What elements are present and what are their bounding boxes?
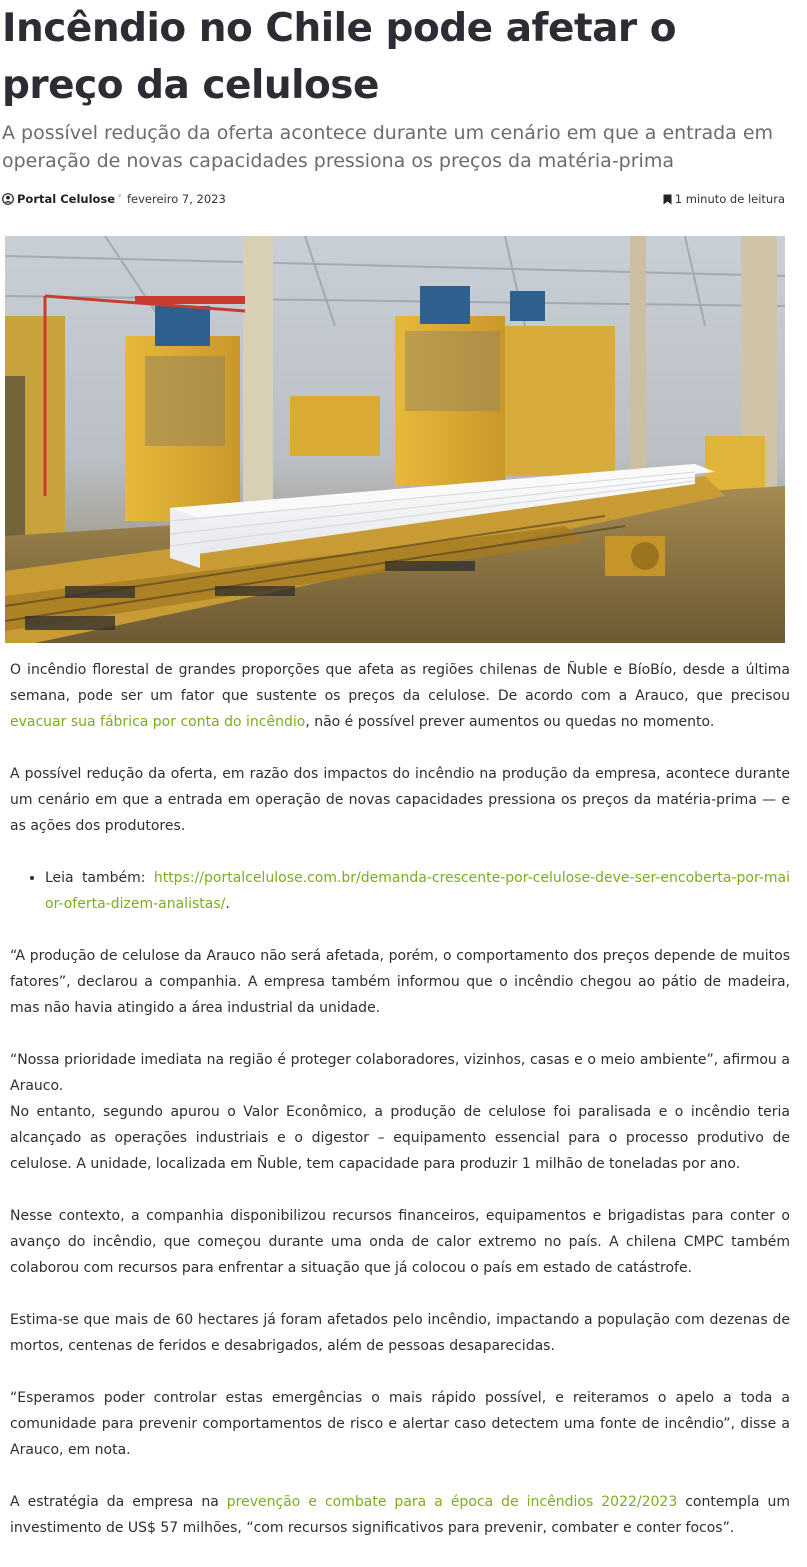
author-name: Portal Celulose	[17, 192, 116, 206]
paragraph-9-text-end: contempla um investimento de US$ 57 milhões, “com recursos significativos para prevenir, combater e conter focos”.	[10, 1494, 790, 1536]
meta-separator: •	[117, 192, 123, 202]
prevention-link[interactable]: prevenção e combate para a época de incêndios 2022/2023	[226, 1494, 678, 1510]
also-read-period: .	[225, 896, 230, 912]
paragraph-9-text: A estratégia da empresa na	[10, 1494, 227, 1510]
publish-date: fevereiro 7, 2023	[127, 192, 226, 206]
paragraph-5: No entanto, segundo apurou o Valor Econômico, a produção de celulose foi paralisada e o incêndio teria alcançado as operações industriais e o digestor – equipamento essencial para o processo produtivo de celulose. A unidade, localizada em Ñuble, tem capacidade para produzir 1 milhão de toneladas por ano.	[10, 1104, 790, 1172]
paragraph-3: “A produção de celulose da Arauco não será afetada, porém, o comportamento dos preços depende de muitos fatores”, declarou a companhia. A empresa também informou que o incêndio chegou ao pátio de madeira, mas não havia atingido a área industrial da unidade.	[10, 948, 790, 1016]
article-subtitle: A possível redução da oferta acontece durante um cenário em que a entrada em operação de novas capacidades pressiona os preços da matéria-prima	[2, 122, 774, 172]
article-title: Incêndio no Chile pode afetar o preço da celulose	[2, 6, 677, 108]
article-body	[10, 657, 790, 1567]
paragraph-6: Nesse contexto, a companhia disponibilizou recursos financeiros, equipamentos e brigadistas para conter o avanço do incêndio, que começou durante uma onda de calor extremo no país. A chilena CMPC também colaborou com recursos para enfrentar a situação que já colocou o país em estado de catástrofe.	[10, 1208, 790, 1276]
author-link[interactable]	[2, 192, 115, 206]
paragraph-4: “Nossa prioridade imediata na região é proteger colaboradores, vizinhos, casas e o meio ambiente”, afirmou a Arauco.	[10, 1052, 790, 1094]
reading-time-label: 1 minuto de leitura	[674, 192, 785, 206]
also-read-label: Leia também:	[45, 870, 154, 886]
pulp-factory-illustration	[5, 236, 785, 643]
hero-image	[5, 236, 785, 643]
evacuation-link[interactable]: evacuar sua fábrica por conta do incêndio	[10, 714, 306, 730]
paragraph-1-text-end: , não é possível prever aumentos ou quedas no momento.	[305, 714, 715, 730]
paragraph-7: Estima-se que mais de 60 hectares já foram afetados pelo incêndio, impactando a população com dezenas de mortos, centenas de feridos e desabrigados, além de pessoas desaparecidas.	[10, 1312, 790, 1354]
also-read-list	[10, 865, 790, 917]
bookmark-icon	[663, 194, 672, 205]
also-read-link[interactable]: https://portalcelulose.com.br/demanda-crescente-por-celulose-deve-ser-encoberta-por-maior-oferta-dizem-analistas/	[45, 870, 790, 912]
paragraph-9	[10, 1489, 790, 1541]
also-read-item	[45, 865, 790, 917]
paragraph-1-text: O incêndio florestal de grandes proporções que afeta as regiões chilenas de Ñuble e BíoBío, desde a última semana, pode ser um fator que sustente os preços da celulose. De acordo com a Arauco, que precisou	[10, 662, 790, 704]
paragraph-1	[10, 657, 790, 735]
paragraph-8: “Esperamos poder controlar estas emergências o mais rápido possível, e reiteramos o apelo a toda a comunidade para prevenir comportamentos de risco e alertar caso detectem uma fonte de incêndio”, disse a Arauco, em nota.	[10, 1390, 790, 1458]
user-circle-icon	[2, 193, 14, 205]
article-meta	[2, 190, 785, 210]
reading-time	[663, 192, 785, 206]
paragraph-2: A possível redução da oferta, em razão dos impactos do incêndio na produção da empresa, acontece durante um cenário em que a entrada em operação de novas capacidades pressiona os preços da matéria-prima — e as ações dos produtores.	[10, 766, 790, 834]
